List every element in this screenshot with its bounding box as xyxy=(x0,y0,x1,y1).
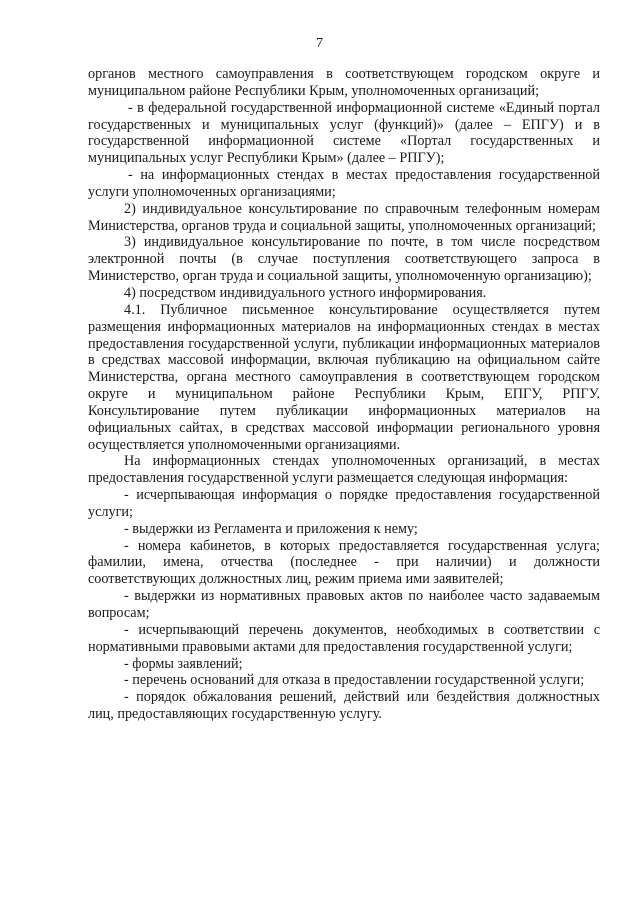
paragraph: 4.1. Публичное письменное консультирование осуществляется путем размещения информационных материалов на информационных стендах в местах предоставления государственной услуги, публикации информационных материалов в средствах массовой информации, включая публикацию на официальном сайте Министерства, органа местного самоуправления в соответствующем городском округе и муниципальном районе Республики Крым, ЕПГУ, РПГУ. Консультирование путем публикации информационных материалов на официальных сайтах, в средствах массовой информации регионального уровня осуществляется уполномоченными организациями. xyxy=(88,301,600,453)
paragraph: - номера кабинетов, в которых предоставляется государственная услуга; фамилии, имена, отчества (последнее - при наличии) и должности соответствующих должностных лиц, режим приема ими заявителей; xyxy=(88,537,600,588)
page-number: 7 xyxy=(316,36,323,51)
paragraph: - выдержки из Регламента и приложения к нему; xyxy=(124,520,418,537)
document-body xyxy=(88,66,600,723)
paragraph: - исчерпывающая информация о порядке предоставления государственной услуги; xyxy=(88,487,600,520)
paragraph: 4) посредством индивидуального устного информирования. xyxy=(124,284,487,301)
paragraph: - формы заявлений; xyxy=(124,655,243,672)
paragraph: 3) индивидуальное консультирование по почте, в том числе посредством электронной почты (в случае поступления соответствующего запроса в Министерство, орган труда и социальной защиты, уполномоченную организацию); xyxy=(88,234,600,285)
paragraph: органов местного самоуправления в соответствующем городском округе и муниципальном районе Республики Крым, уполномоченных организаций; xyxy=(88,66,600,99)
paragraph: - на информационных стендах в местах предоставления государственной услуги уполномоченных организациями; xyxy=(88,167,600,200)
paragraph: - перечень оснований для отказа в предоставлении государственной услуги; xyxy=(124,672,585,689)
paragraph: 2) индивидуальное консультирование по справочным телефонным номерам Министерства, органов труда и социальной защиты, уполномоченных организаций; xyxy=(88,200,600,234)
paragraph: - исчерпывающий перечень документов, необходимых в соответствии с нормативными правовыми актами для предоставления государственной услуги; xyxy=(88,621,600,655)
paragraph: - порядок обжалования решений, действий или бездействия должностных лиц, предоставляющих государственную услугу. xyxy=(88,689,600,723)
paragraph: На информационных стендах уполномоченных организаций, в местах предоставления государственной услуги размещается следующая информация: xyxy=(88,453,600,487)
paragraph: - выдержки из нормативных правовых актов по наиболее часто задаваемым вопросам; xyxy=(88,588,600,621)
paragraph: - в федеральной государственной информационной системе «Единый портал государственных и муниципальных услуг (функций)» (далее – ЕПГУ) и в государственной информационной системе «Портал государственных и муниципальных услуг Республики Крым» (далее – РПГУ); xyxy=(88,99,600,167)
